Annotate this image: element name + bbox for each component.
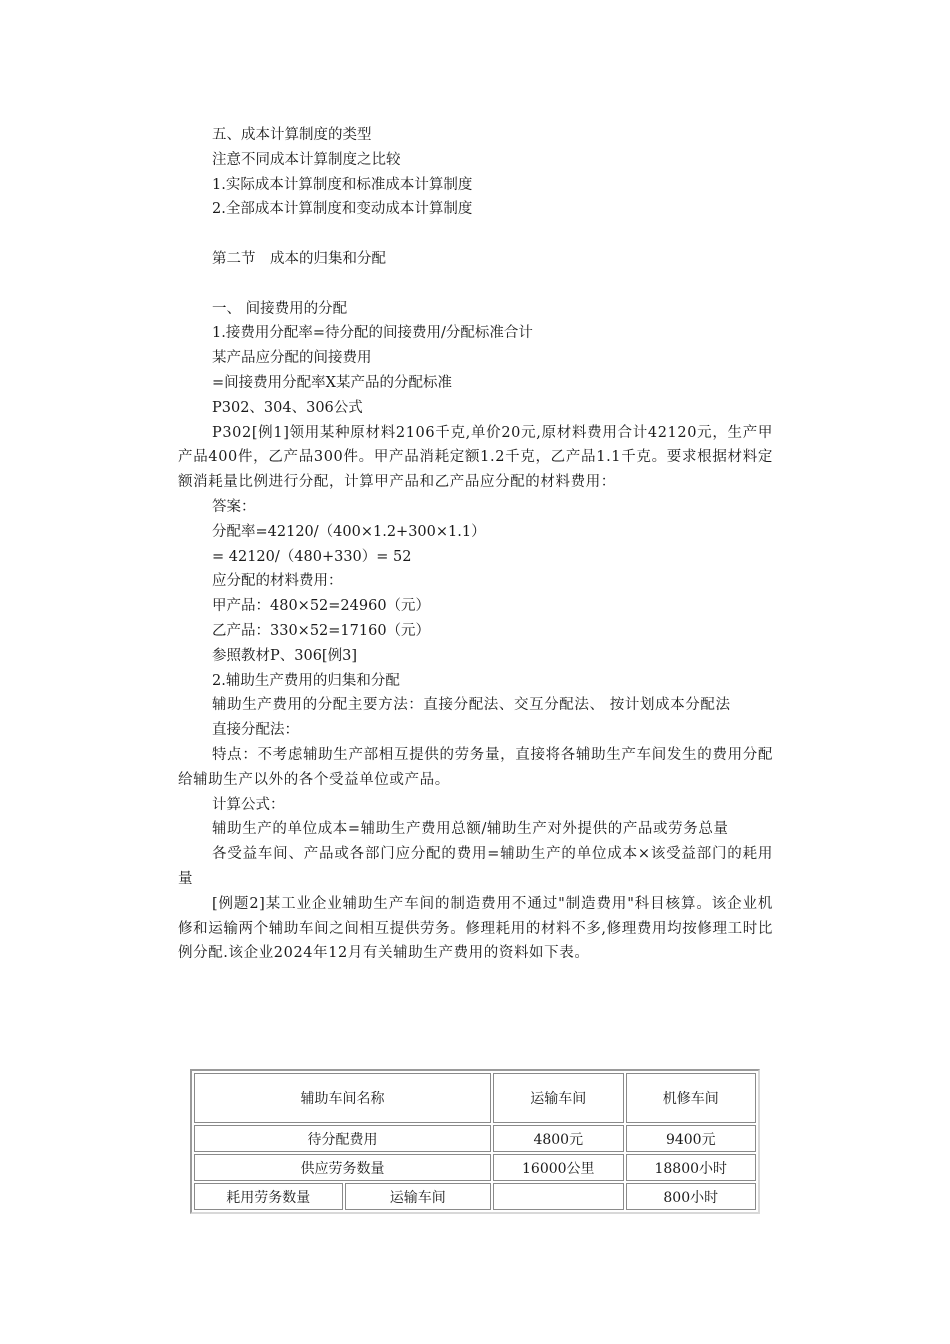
formula-line: = 42120/（480+330）= 52 [212, 548, 412, 565]
paragraph: 特点：不考虑辅助生产部相互提供的劳务量，直接将各辅助生产车间发生的费用分配给辅助生产以外的各个受益单位或产品。 [178, 746, 773, 788]
table-row [194, 1125, 756, 1152]
subheading-indirect: 一、 间接费用的分配 [212, 300, 348, 317]
paragraph: 辅助生产费用的分配主要方法：直接分配法、交互分配法、 按计划成本分配法 [212, 697, 731, 714]
text-line: 某产品应分配的间接费用 [212, 350, 372, 367]
table-cell: 4800元 [493, 1125, 623, 1152]
table-cell: 800小时 [626, 1183, 756, 1210]
table-cell: 供应劳务数量 [194, 1154, 491, 1181]
subheading-auxiliary: 2.辅助生产费用的归集和分配 [212, 672, 400, 689]
table-row [194, 1183, 756, 1210]
auxiliary-cost-table-wrap [190, 1069, 760, 1214]
text-line: 答案： [212, 498, 256, 515]
text-line: 直接分配法： [212, 722, 299, 739]
text-line: 注意不同成本计算制度之比较 [212, 151, 401, 168]
table-cell: 待分配费用 [194, 1125, 491, 1152]
header-cell: 运输车间 [493, 1073, 623, 1123]
text-line: =间接费用分配率X某产品的分配标准 [212, 374, 452, 391]
text-line: P302、304、306公式 [212, 399, 363, 416]
formula-line: 乙产品：330×52=17160（元） [212, 622, 431, 639]
text-line: 计算公式： [212, 796, 285, 813]
text-line: 应分配的材料费用： [212, 573, 343, 590]
text-line: 参照教材P、306[例3] [212, 647, 357, 664]
table-cell [493, 1183, 623, 1210]
paragraph: 辅助生产的单位成本=辅助生产费用总额/辅助生产对外提供的产品或劳务总量 [212, 821, 729, 838]
table-cell: 运输车间 [345, 1183, 492, 1210]
text-line: 2.全部成本计算制度和变动成本计算制度 [212, 201, 473, 218]
table-cell: 耗用劳务数量 [194, 1183, 343, 1210]
section-heading-second: 第二节 成本的归集和分配 [212, 250, 386, 267]
auxiliary-cost-table [190, 1069, 760, 1214]
text-line: 1.接费用分配率=待分配的间接费用/分配标准合计 [212, 325, 533, 342]
header-cell: 辅助车间名称 [194, 1073, 491, 1123]
formula-line: 甲产品：480×52=24960（元） [212, 598, 431, 615]
example-paragraph: P302[例1]领用某种原材料2106千克,单价20元,原材料费用合计42120元，生产甲产品400件，乙产品300件。甲产品消耗定额1.2千克，乙产品1.1千克。要求根据材料定额消耗量比例进行分配，计算甲产品和乙产品应分配的材料费用： [178, 424, 773, 491]
formula-line: 分配率=42120/（400×1.2+300×1.1） [212, 523, 486, 540]
spacer [178, 272, 773, 297]
section-heading-types: 五、成本计算制度的类型 [212, 127, 372, 143]
table-cell: 9400元 [626, 1125, 756, 1152]
table-cell: 18800小时 [626, 1154, 756, 1181]
header-cell: 机修车间 [626, 1073, 756, 1123]
text-line: 1.实际成本计算制度和标准成本计算制度 [212, 176, 473, 193]
document-body [178, 123, 773, 966]
table-cell: 16000公里 [493, 1154, 623, 1181]
table-row [194, 1154, 756, 1181]
paragraph: 各受益车间、产品或各部门应分配的费用=辅助生产的单位成本×该受益部门的耗用量 [178, 846, 773, 887]
example-paragraph: [例题2]某工业企业辅助生产车间的制造费用不通过"制造费用"科目核算。该企业机修和运输两个辅助车间之间相互提供劳务。修理耗用的材料不多,修理费用均按修理工时比例分配.该企业2024年12月有关辅助生产费用的资料如下表。 [178, 895, 773, 962]
spacer [178, 222, 773, 247]
table-header-row [194, 1073, 756, 1123]
